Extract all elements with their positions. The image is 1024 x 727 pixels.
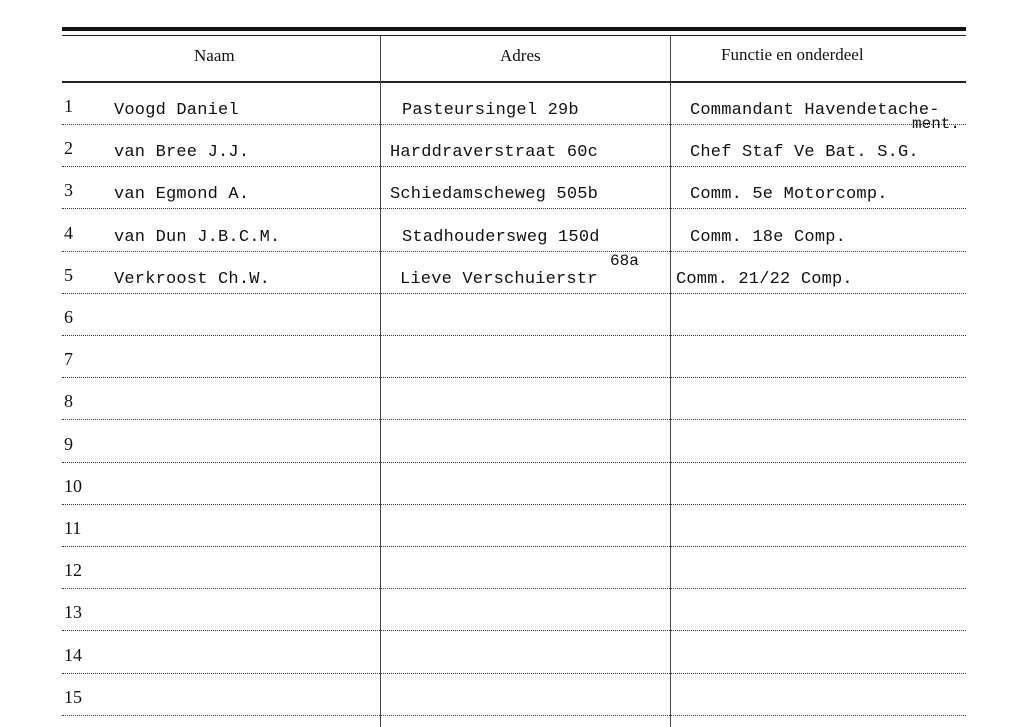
table-row [0,675,1024,717]
row-number: 8 [64,391,73,412]
row-number: 1 [64,96,73,116]
row-number: 12 [64,560,82,581]
table-row [0,168,1024,210]
row-rule [62,124,966,125]
row-number: 11 [64,518,82,538]
table-row [0,590,1024,632]
cell-functie: Commandant Havendetache- [690,101,940,120]
row-rule [62,335,966,336]
cell-naam: Verkroost Ch.W. [114,269,271,289]
header-adres: Adres [500,46,541,65]
row-rule [62,504,966,505]
table-row [0,84,1024,133]
row-number: 13 [64,602,82,623]
cell-functie: Comm. 21/22 Comp. [676,269,853,289]
cell-adres: Lieve Verschuierstr [400,269,598,289]
table-row [0,126,1024,168]
row-rule [62,166,966,167]
cell-adres-extra: 68a [610,251,639,270]
row-rule [62,546,966,547]
header-rule [62,81,966,83]
row-rule [62,462,966,463]
row-number: 15 [64,686,82,707]
header-naam: Naam [194,46,235,65]
row-number: 5 [64,264,73,285]
row-number: 2 [64,138,73,159]
top-rule-thin [62,35,966,36]
row-rule [62,208,966,209]
table-row [0,506,1024,548]
table-row [0,422,1024,464]
table-row [0,379,1024,421]
cell-functie: Comm. 5e Motorcomp. [690,185,888,205]
row-number: 14 [64,644,82,665]
cell-naam: van Dun J.B.C.M. [114,227,281,247]
table-row [0,211,1024,253]
cell-naam: van Egmond A. [114,185,250,205]
cell-functie: Chef Staf Ve Bat. S.G. [690,143,919,163]
cell-functie-continuation: ment. [912,115,961,133]
cell-naam: Voogd Daniel [114,101,239,120]
row-rule [62,293,966,294]
row-number: 3 [64,180,73,201]
table-row [0,464,1024,506]
row-rule [62,251,966,252]
table-row [0,548,1024,590]
row-rule [62,588,966,589]
cell-functie: Comm. 18e Comp. [690,227,847,247]
table-row [0,253,1024,295]
row-rule [62,630,966,631]
table-row [0,295,1024,337]
cell-adres: Schiedamscheweg 505b [390,185,599,205]
row-number: 6 [64,307,73,327]
cell-adres: Pasteursingel 29b [402,101,579,120]
cell-adres: Stadhoudersweg 150d [402,227,600,247]
row-rule [62,715,966,716]
row-number: 7 [64,349,73,370]
table-row [0,337,1024,379]
row-number: 9 [64,433,73,454]
table-row [0,633,1024,675]
row-rule [62,673,966,674]
row-number: 10 [64,475,82,496]
row-rule [62,377,966,378]
header-functie: Functie en onderdeel [721,45,864,64]
cell-adres: Harddraverstraat 60c [390,143,599,163]
top-rule-thick [62,27,966,31]
row-number: 4 [64,222,73,243]
row-rule [62,419,966,420]
cell-naam: van Bree J.J. [114,143,250,163]
